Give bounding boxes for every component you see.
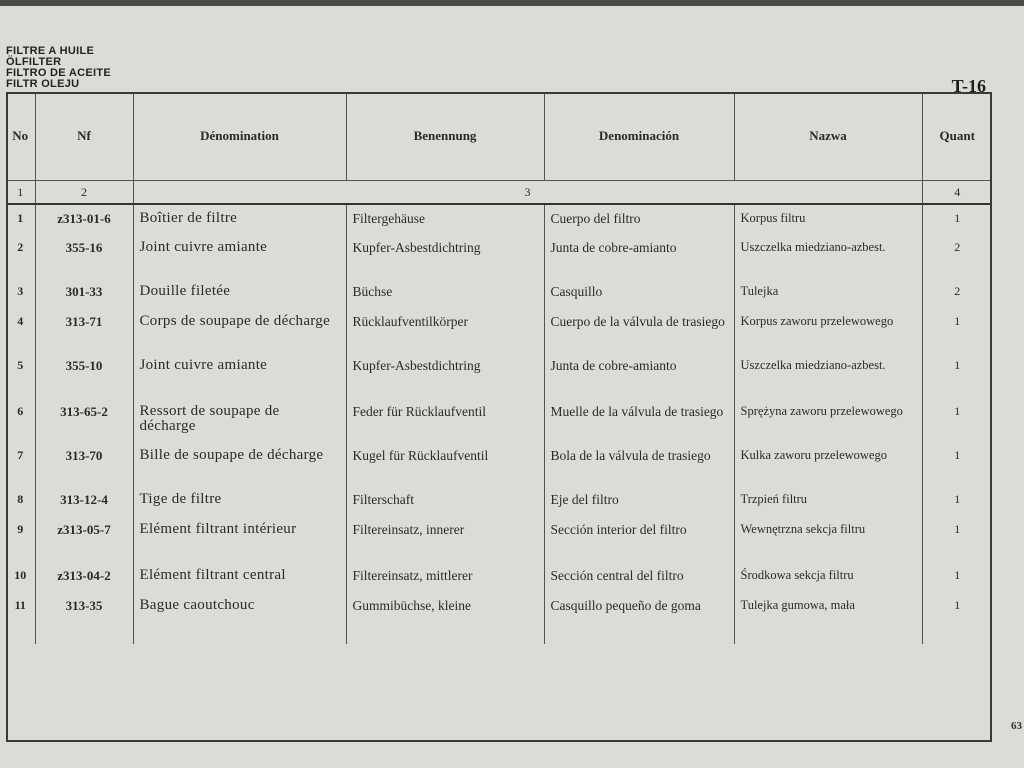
- name-pl: Tulejka: [734, 278, 922, 308]
- name-fr: Tige de filtre: [133, 486, 346, 516]
- name-de: Kugel für Rücklaufventil: [346, 442, 544, 486]
- part-nf: 355-16: [35, 234, 133, 278]
- quantity: 1: [922, 442, 992, 486]
- name-de: Kupfer-Asbestdichtring: [346, 234, 544, 278]
- part-number-index: 10: [14, 568, 27, 582]
- name-fr: Boîtier de filtre: [133, 204, 346, 234]
- name-de: Rücklaufventilkörper: [346, 308, 544, 352]
- name-pl: Środkowa sekcja filtru: [734, 562, 922, 592]
- header-quantity: Quant: [922, 92, 992, 181]
- name-fr: Elément filtrant central: [133, 562, 346, 592]
- name-de: Filtereinsatz, mittlerer: [346, 562, 544, 592]
- part-number-index: 7: [17, 448, 24, 462]
- name-de: Kupfer-Asbestdichtring: [346, 352, 544, 398]
- part-number-index: 8: [17, 492, 24, 506]
- part-nf: z313-05-7: [35, 516, 133, 562]
- header-denomination-fr: Dénomination: [133, 92, 346, 181]
- name-fr: Joint cuivre amiante: [133, 352, 346, 398]
- title-pl: FILTR OLEJU: [6, 78, 80, 90]
- part-number-index: 3: [17, 284, 24, 298]
- name-es: Bola de la válvula de trasiego: [544, 442, 734, 486]
- header-nf: Nf: [35, 92, 133, 181]
- column-number: 2: [35, 181, 133, 205]
- part-nf: 301-33: [35, 278, 133, 308]
- quantity: 1: [922, 592, 992, 644]
- quantity: 1: [922, 352, 992, 398]
- name-de: Feder für Rücklaufventil: [346, 398, 544, 442]
- part-nf: 313-12-4: [35, 486, 133, 516]
- quantity: 1: [922, 486, 992, 516]
- part-number-index: 6: [17, 404, 24, 418]
- name-es: Muelle de la válvula de trasiego: [544, 398, 734, 442]
- part-number-index: 4: [17, 314, 24, 328]
- quantity: 1: [922, 308, 992, 352]
- part-nf: 313-71: [35, 308, 133, 352]
- quantity: 2: [922, 234, 992, 278]
- name-fr: Elément filtrant intérieur: [133, 516, 346, 562]
- column-number: 3: [133, 181, 922, 205]
- quantity: 1: [922, 562, 992, 592]
- name-es: Eje del filtro: [544, 486, 734, 516]
- name-pl: Uszczelka miedziano-azbest.: [734, 234, 922, 278]
- name-pl: Uszczelka miedziano-azbest.: [734, 352, 922, 398]
- name-fr: Douille filetée: [133, 278, 346, 308]
- part-nf: 313-65-2: [35, 398, 133, 442]
- quantity: 1: [922, 516, 992, 562]
- name-pl: Korpus zaworu przelewowego: [734, 308, 922, 352]
- name-fr: Bague caoutchouc: [133, 592, 346, 644]
- name-es: Casquillo pequeño de goma: [544, 592, 734, 644]
- part-nf: z313-01-6: [35, 204, 133, 234]
- name-pl: Korpus filtru: [734, 204, 922, 234]
- part-nf: 355-10: [35, 352, 133, 398]
- quantity: 1: [922, 398, 992, 442]
- column-number: 1: [6, 181, 35, 205]
- name-pl: Sprężyna zaworu przelewowego: [734, 398, 922, 442]
- name-fr: Corps de soupape de décharge: [133, 308, 346, 352]
- part-number-index: 9: [17, 522, 24, 536]
- part-nf: 313-70: [35, 442, 133, 486]
- title-de: ÖLFILTER: [6, 56, 62, 68]
- name-de: Gummibüchse, kleine: [346, 592, 544, 644]
- header-denominacion-es: Denominación: [544, 92, 734, 181]
- name-pl: Kulka zaworu przelewowego: [734, 442, 922, 486]
- name-fr: Bille de soupape de décharge: [133, 442, 346, 486]
- name-fr: Ressort de soupape de décharge: [133, 398, 346, 442]
- name-es: Sección central del filtro: [544, 562, 734, 592]
- part-number-index: 5: [17, 358, 24, 372]
- name-es: Casquillo: [544, 278, 734, 308]
- header-no: No: [6, 92, 35, 181]
- part-nf: z313-04-2: [35, 562, 133, 592]
- name-de: Filtergehäuse: [346, 204, 544, 234]
- header-benennung-de: Benennung: [346, 92, 544, 181]
- name-es: Cuerpo de la válvula de trasiego: [544, 308, 734, 352]
- name-de: Filterschaft: [346, 486, 544, 516]
- table-code: T-16: [951, 76, 986, 96]
- title-es: FILTRO DE ACEITE: [6, 67, 112, 79]
- name-es: Junta de cobre-amianto: [544, 352, 734, 398]
- part-number-index: 2: [17, 240, 24, 254]
- name-es: Sección interior del filtro: [544, 516, 734, 562]
- name-de: Filtereinsatz, innerer: [346, 516, 544, 562]
- name-pl: Trzpień filtru: [734, 486, 922, 516]
- column-number: 4: [922, 181, 992, 205]
- name-es: Junta de cobre-amianto: [544, 234, 734, 278]
- name-pl: Tulejka gumowa, mała: [734, 592, 922, 644]
- part-number-index: 11: [14, 598, 26, 612]
- header-nazwa-pl: Nazwa: [734, 92, 922, 181]
- page-number: 63: [1011, 720, 1022, 732]
- name-pl: Wewnętrzna sekcja filtru: [734, 516, 922, 562]
- document-title-block: [6, 46, 111, 90]
- name-es: Cuerpo del filtro: [544, 204, 734, 234]
- name-de: Büchse: [346, 278, 544, 308]
- name-fr: Joint cuivre amiante: [133, 234, 346, 278]
- part-nf: 313-35: [35, 592, 133, 644]
- quantity: 1: [922, 204, 992, 234]
- quantity: 2: [922, 278, 992, 308]
- table-frame: [6, 92, 992, 742]
- title-fr: FILTRE A HUILE: [6, 45, 95, 57]
- part-number-index: 1: [17, 211, 24, 225]
